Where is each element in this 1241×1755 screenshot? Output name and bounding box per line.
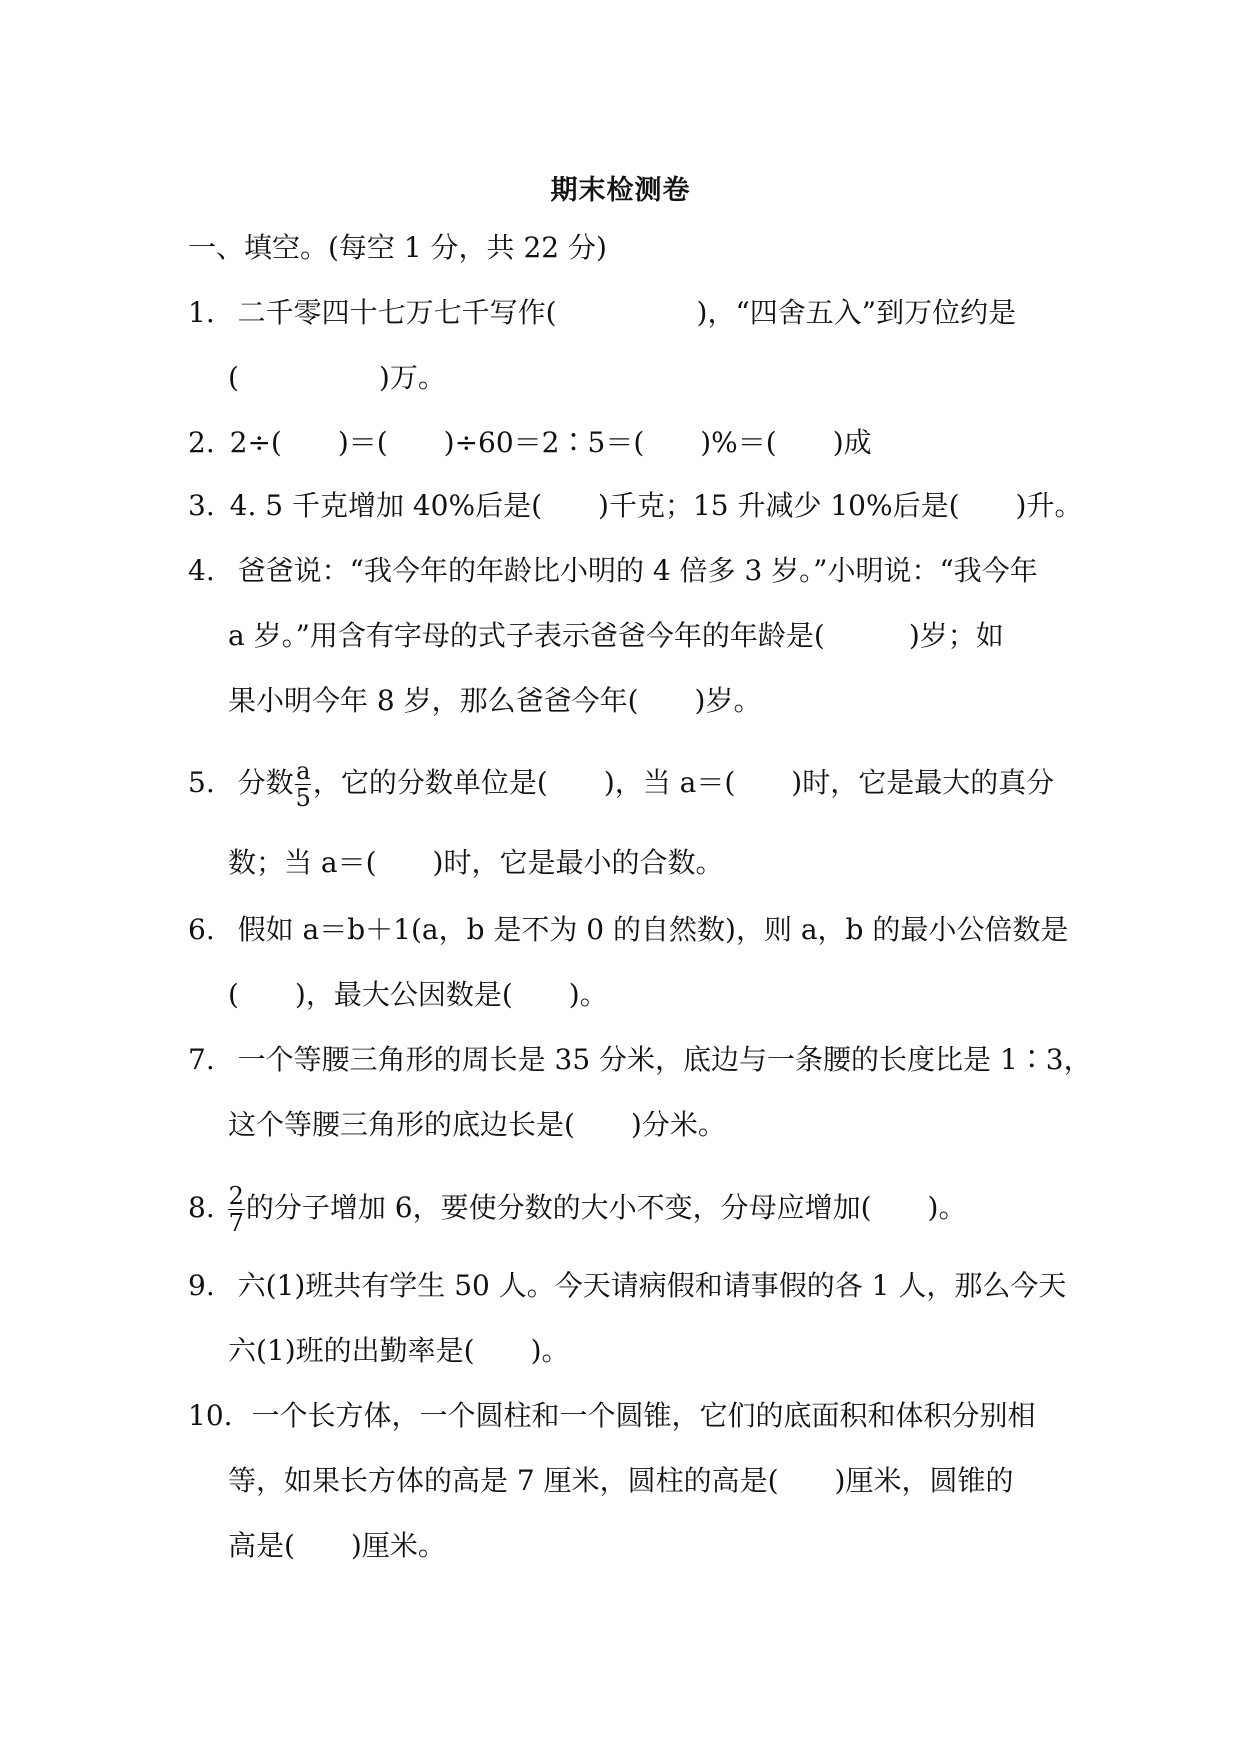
question-text: 六(1)班共有学生 50 人。今天请病假和请事假的各 1 人，那么今天 [237,1269,1067,1302]
question-number: 6. [188,913,215,946]
fraction-a-over-5 [295,758,312,811]
question-number: 4. [188,554,215,587]
question-number: 9. [188,1269,215,1302]
question-4-line-3: 果小明今年 8 岁，那么爸爸今年( )岁。 [228,684,762,717]
question-number: 10. [188,1399,233,1432]
question-7-line-2: 这个等腰三角形的底边长是( )分米。 [228,1108,726,1141]
question-10-line-3: 高是( )厘米。 [228,1529,446,1562]
fraction-denominator: 7 [228,1209,244,1237]
question-9-line-2: 六(1)班的出勤率是( )。 [228,1334,570,1367]
question-number: 5. [188,766,215,799]
question-text: ，它的分数单位是( )，当 a＝( )时，它是最大的真分 [312,766,1055,799]
question-7 [188,1040,1092,1080]
question-number: 8. [188,1191,215,1224]
question-number: 7. [188,1043,215,1076]
question-3 [188,486,1082,526]
page-title: 期末检测卷 [550,175,691,206]
fraction-numerator: a [296,757,311,785]
fraction-2-over-7 [228,1183,245,1236]
question-text: 的分子增加 6，要使分数的大小不变，分母应增加( )。 [245,1191,967,1224]
question-10 [188,1396,1035,1436]
question-5 [188,758,1054,811]
question-8 [188,1183,966,1236]
fraction-denominator: 5 [295,784,311,812]
question-text: 4. 5 千克增加 40%后是( )千克；15 升减少 10%后是( )升。 [229,489,1083,522]
question-text: 假如 a＝b＋1(a，b 是不为 0 的自然数)，则 a，b 的最小公倍数是 [237,913,1069,946]
fraction-numerator: 2 [228,1182,244,1210]
question-6 [188,910,1068,950]
question-text: 2÷( )＝( )÷60＝2∶5＝( )%＝( )成 [229,426,872,459]
question-10-line-2: 等，如果长方体的高是 7 厘米，圆柱的高是( )厘米，圆锥的 [228,1464,1014,1497]
question-1-line-2: ( )万。 [228,361,446,394]
question-2 [188,423,872,463]
question-text: 一个等腰三角形的周长是 35 分米，底边与一条腰的长度比是 1∶3， [237,1043,1092,1076]
question-4-line-2: a 岁。”用含有字母的式子表示爸爸今年的年龄是( )岁；如 [228,619,1004,652]
question-9 [188,1266,1066,1306]
question-number: 2. [188,426,215,459]
question-6-line-2: ( )，最大公因数是( )。 [228,978,608,1011]
question-number: 3. [188,489,215,522]
question-text: 爸爸说：“我今年的年龄比小明的 4 倍多 3 岁。”小明说：“我今年 [237,554,1038,587]
question-4 [188,551,1038,591]
question-number: 1. [188,296,215,329]
question-text: 二千零四十七万七千写作( )，“四舍五入”到万位约是 [237,296,1017,329]
section-heading: 一、填空。(每空 1 分，共 22 分) [188,231,607,264]
question-prefix: 分数 [237,766,294,799]
question-1 [188,293,1016,333]
question-5-line-2: 数；当 a＝( )时，它是最小的合数。 [228,846,724,879]
question-text: 一个长方体，一个圆柱和一个圆锥，它们的底面积和体积分别相 [251,1399,1036,1432]
